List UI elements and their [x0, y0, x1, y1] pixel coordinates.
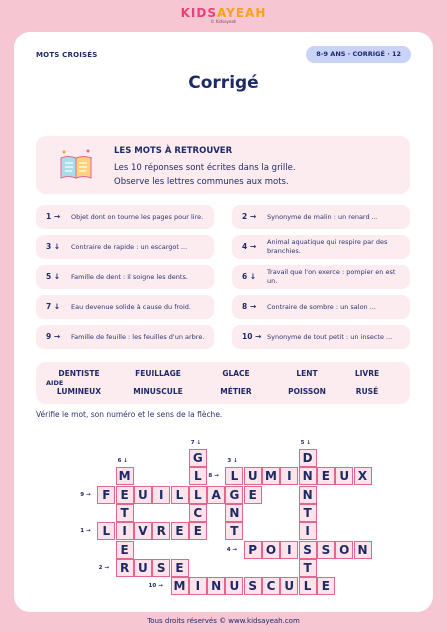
- grid-cell: T: [299, 559, 317, 577]
- grid-clue-label: 8 →: [208, 473, 219, 480]
- clue-text: Synonyme de malin : un renard ...: [267, 212, 378, 221]
- grid-cell: E: [116, 486, 134, 504]
- grid-cell: T: [116, 504, 134, 522]
- grid-cell: G: [225, 486, 243, 504]
- grid-cell: M: [262, 467, 280, 485]
- intro-line-2: Observe les lettres communes aux mots.: [114, 177, 289, 187]
- clue-item: [36, 265, 214, 289]
- grid-cell: S: [152, 559, 170, 577]
- footer-copyright: Tous droits réservés © www.kidsayeah.com: [147, 617, 300, 625]
- grid-cell: L: [171, 486, 189, 504]
- grid-clue-label: 1 →: [80, 528, 91, 535]
- word-bank-item: LUMINEUX: [56, 387, 102, 396]
- grid-cell: N: [299, 467, 317, 485]
- clue-number: 8 →: [242, 302, 257, 311]
- clue-text: Travail que l'on exerce : pompier en est un.: [267, 268, 396, 285]
- clue-item: [36, 235, 214, 259]
- intro-line-1: Les 10 réponses sont écrites dans la grille.: [114, 163, 296, 173]
- clue-number: 7 ↓: [46, 302, 61, 311]
- clue-text: Synonyme de tout petit : un insecte ...: [267, 332, 393, 341]
- grid-cell: E: [244, 486, 262, 504]
- worksheet-card: [14, 32, 433, 612]
- section-label: MOTS CROISÉS: [36, 51, 98, 59]
- clue-text: Objet dont on tourne les pages pour lire.: [71, 212, 204, 221]
- word-bank-item: GLACE: [222, 369, 250, 378]
- clue-text: Eau devenue solide à cause du froid.: [71, 302, 191, 311]
- grid-cell: I: [280, 467, 298, 485]
- grid-cell: T: [225, 522, 243, 540]
- grid-cell: M: [116, 467, 134, 485]
- clue-number: 10 →: [242, 332, 262, 341]
- grid-clue-label: 7 ↓: [190, 439, 202, 446]
- grid-cell: I: [280, 541, 298, 559]
- grid-cell: P: [244, 541, 262, 559]
- grid-cell: E: [317, 467, 335, 485]
- grid-cell: N: [354, 541, 372, 559]
- grid-cell: A: [207, 486, 225, 504]
- grid-cell: L: [97, 522, 115, 540]
- grid-cell: O: [262, 541, 280, 559]
- clue-item: [232, 265, 410, 289]
- grid-cell: L: [189, 467, 207, 485]
- grid-cell: I: [152, 486, 170, 504]
- word-bank-item: LIVRE: [354, 369, 380, 378]
- clue-text: Animal aquatique qui respire par des branchies.: [267, 238, 388, 255]
- grid-cell: I: [299, 522, 317, 540]
- logo-tagline: © Kidsayeah: [210, 19, 237, 24]
- clue-number: 2 →: [242, 212, 257, 221]
- word-bank-item: POISSON: [288, 387, 326, 396]
- instruction-text: Vérifie le mot, son numéro et le sens de la flèche.: [36, 410, 223, 419]
- clue-item: [232, 205, 410, 229]
- grid-cell: E: [171, 522, 189, 540]
- grid-cell: E: [116, 541, 134, 559]
- intro-heading: LES MOTS À RETROUVER: [114, 146, 233, 156]
- word-bank-item: MINUSCULE: [133, 387, 183, 396]
- intro-panel: [36, 136, 410, 194]
- clue-text: Contraire de rapide : un escargot ...: [71, 242, 188, 251]
- grid-cell: S: [317, 541, 335, 559]
- clue-number: 6 ↓: [242, 272, 257, 281]
- word-bank-item: FEUILLAGE: [135, 369, 181, 378]
- grid-clue-label: 3 ↓: [227, 458, 238, 464]
- clue-item: [232, 325, 410, 349]
- grid-cell: O: [335, 541, 353, 559]
- clue-number: 9 →: [46, 332, 61, 341]
- grid-cell: E: [317, 577, 335, 595]
- clue-item: [36, 205, 214, 229]
- clue-item: [232, 295, 410, 319]
- logo-part-a: KIDS: [180, 6, 217, 20]
- open-book-icon: [58, 148, 94, 182]
- grid-cell: U: [225, 577, 243, 595]
- grid-cell: U: [280, 577, 298, 595]
- grid-cell: N: [225, 504, 243, 522]
- grid-cell: C: [262, 577, 280, 595]
- grid-cell: G: [189, 449, 207, 467]
- site-logo: [0, 6, 447, 24]
- grid-clue-label: 5 ↓: [300, 439, 311, 446]
- word-bank-label: AIDE: [46, 379, 64, 387]
- grid-cell: L: [189, 486, 207, 504]
- grid-cell: S: [244, 577, 262, 595]
- grid-cell: R: [116, 559, 134, 577]
- clue-item: [232, 235, 410, 259]
- grid-clue-label: 6 ↓: [117, 458, 128, 464]
- clue-item: [36, 295, 214, 319]
- grid-cell: U: [335, 467, 353, 485]
- grid-cell: F: [97, 486, 115, 504]
- word-bank: [36, 362, 410, 404]
- grid-cell: I: [189, 577, 207, 595]
- grid-cell: V: [134, 522, 152, 540]
- clue-number: 1 →: [46, 212, 61, 221]
- clue-text: Contraire de sombre : un salon ...: [267, 302, 376, 311]
- word-bank-item: DENTISTE: [58, 369, 100, 378]
- grid-cell: T: [299, 504, 317, 522]
- grid-cell: X: [354, 467, 372, 485]
- grid-cell: R: [152, 522, 170, 540]
- clue-number: 4 →: [242, 242, 257, 251]
- logo-wordmark: [0, 6, 447, 20]
- clue-text: Famille de dent : il soigne les dents.: [71, 272, 188, 281]
- grid-cell: L: [299, 577, 317, 595]
- clue-text: Famille de feuille : les feuilles d'un arbre.: [71, 332, 205, 341]
- grid-cell: C: [189, 504, 207, 522]
- logo-part-b: AYEAH: [217, 6, 267, 20]
- word-bank-item: MÉTIER: [220, 387, 252, 396]
- page-title: Corrigé: [188, 73, 259, 93]
- clue-item: [36, 325, 214, 349]
- clue-number: 3 ↓: [46, 242, 61, 251]
- grid-cell: D: [299, 449, 317, 467]
- grid-cell: U: [134, 486, 152, 504]
- level-tag: 8-9 ANS · CORRIGÉ · 12: [306, 46, 411, 63]
- grid-cell: U: [244, 467, 262, 485]
- grid-cell: I: [116, 522, 134, 540]
- grid-cell: N: [299, 486, 317, 504]
- grid-cell: E: [171, 559, 189, 577]
- clue-number: 5 ↓: [46, 272, 61, 281]
- grid-cell: E: [189, 522, 207, 540]
- grid-cell: M: [171, 577, 189, 595]
- word-bank-item: LENT: [296, 369, 318, 378]
- grid-cell: S: [299, 541, 317, 559]
- grid-clue-label: 10 →: [148, 583, 163, 590]
- word-bank-item: RUSÉ: [355, 387, 379, 396]
- grid-clue-label: 9 →: [80, 491, 91, 498]
- grid-cell: N: [207, 577, 225, 595]
- grid-cell: U: [134, 559, 152, 577]
- grid-clue-label: 2 →: [98, 564, 109, 571]
- grid-clue-label: 4 →: [226, 546, 238, 553]
- grid-cell: L: [225, 467, 243, 485]
